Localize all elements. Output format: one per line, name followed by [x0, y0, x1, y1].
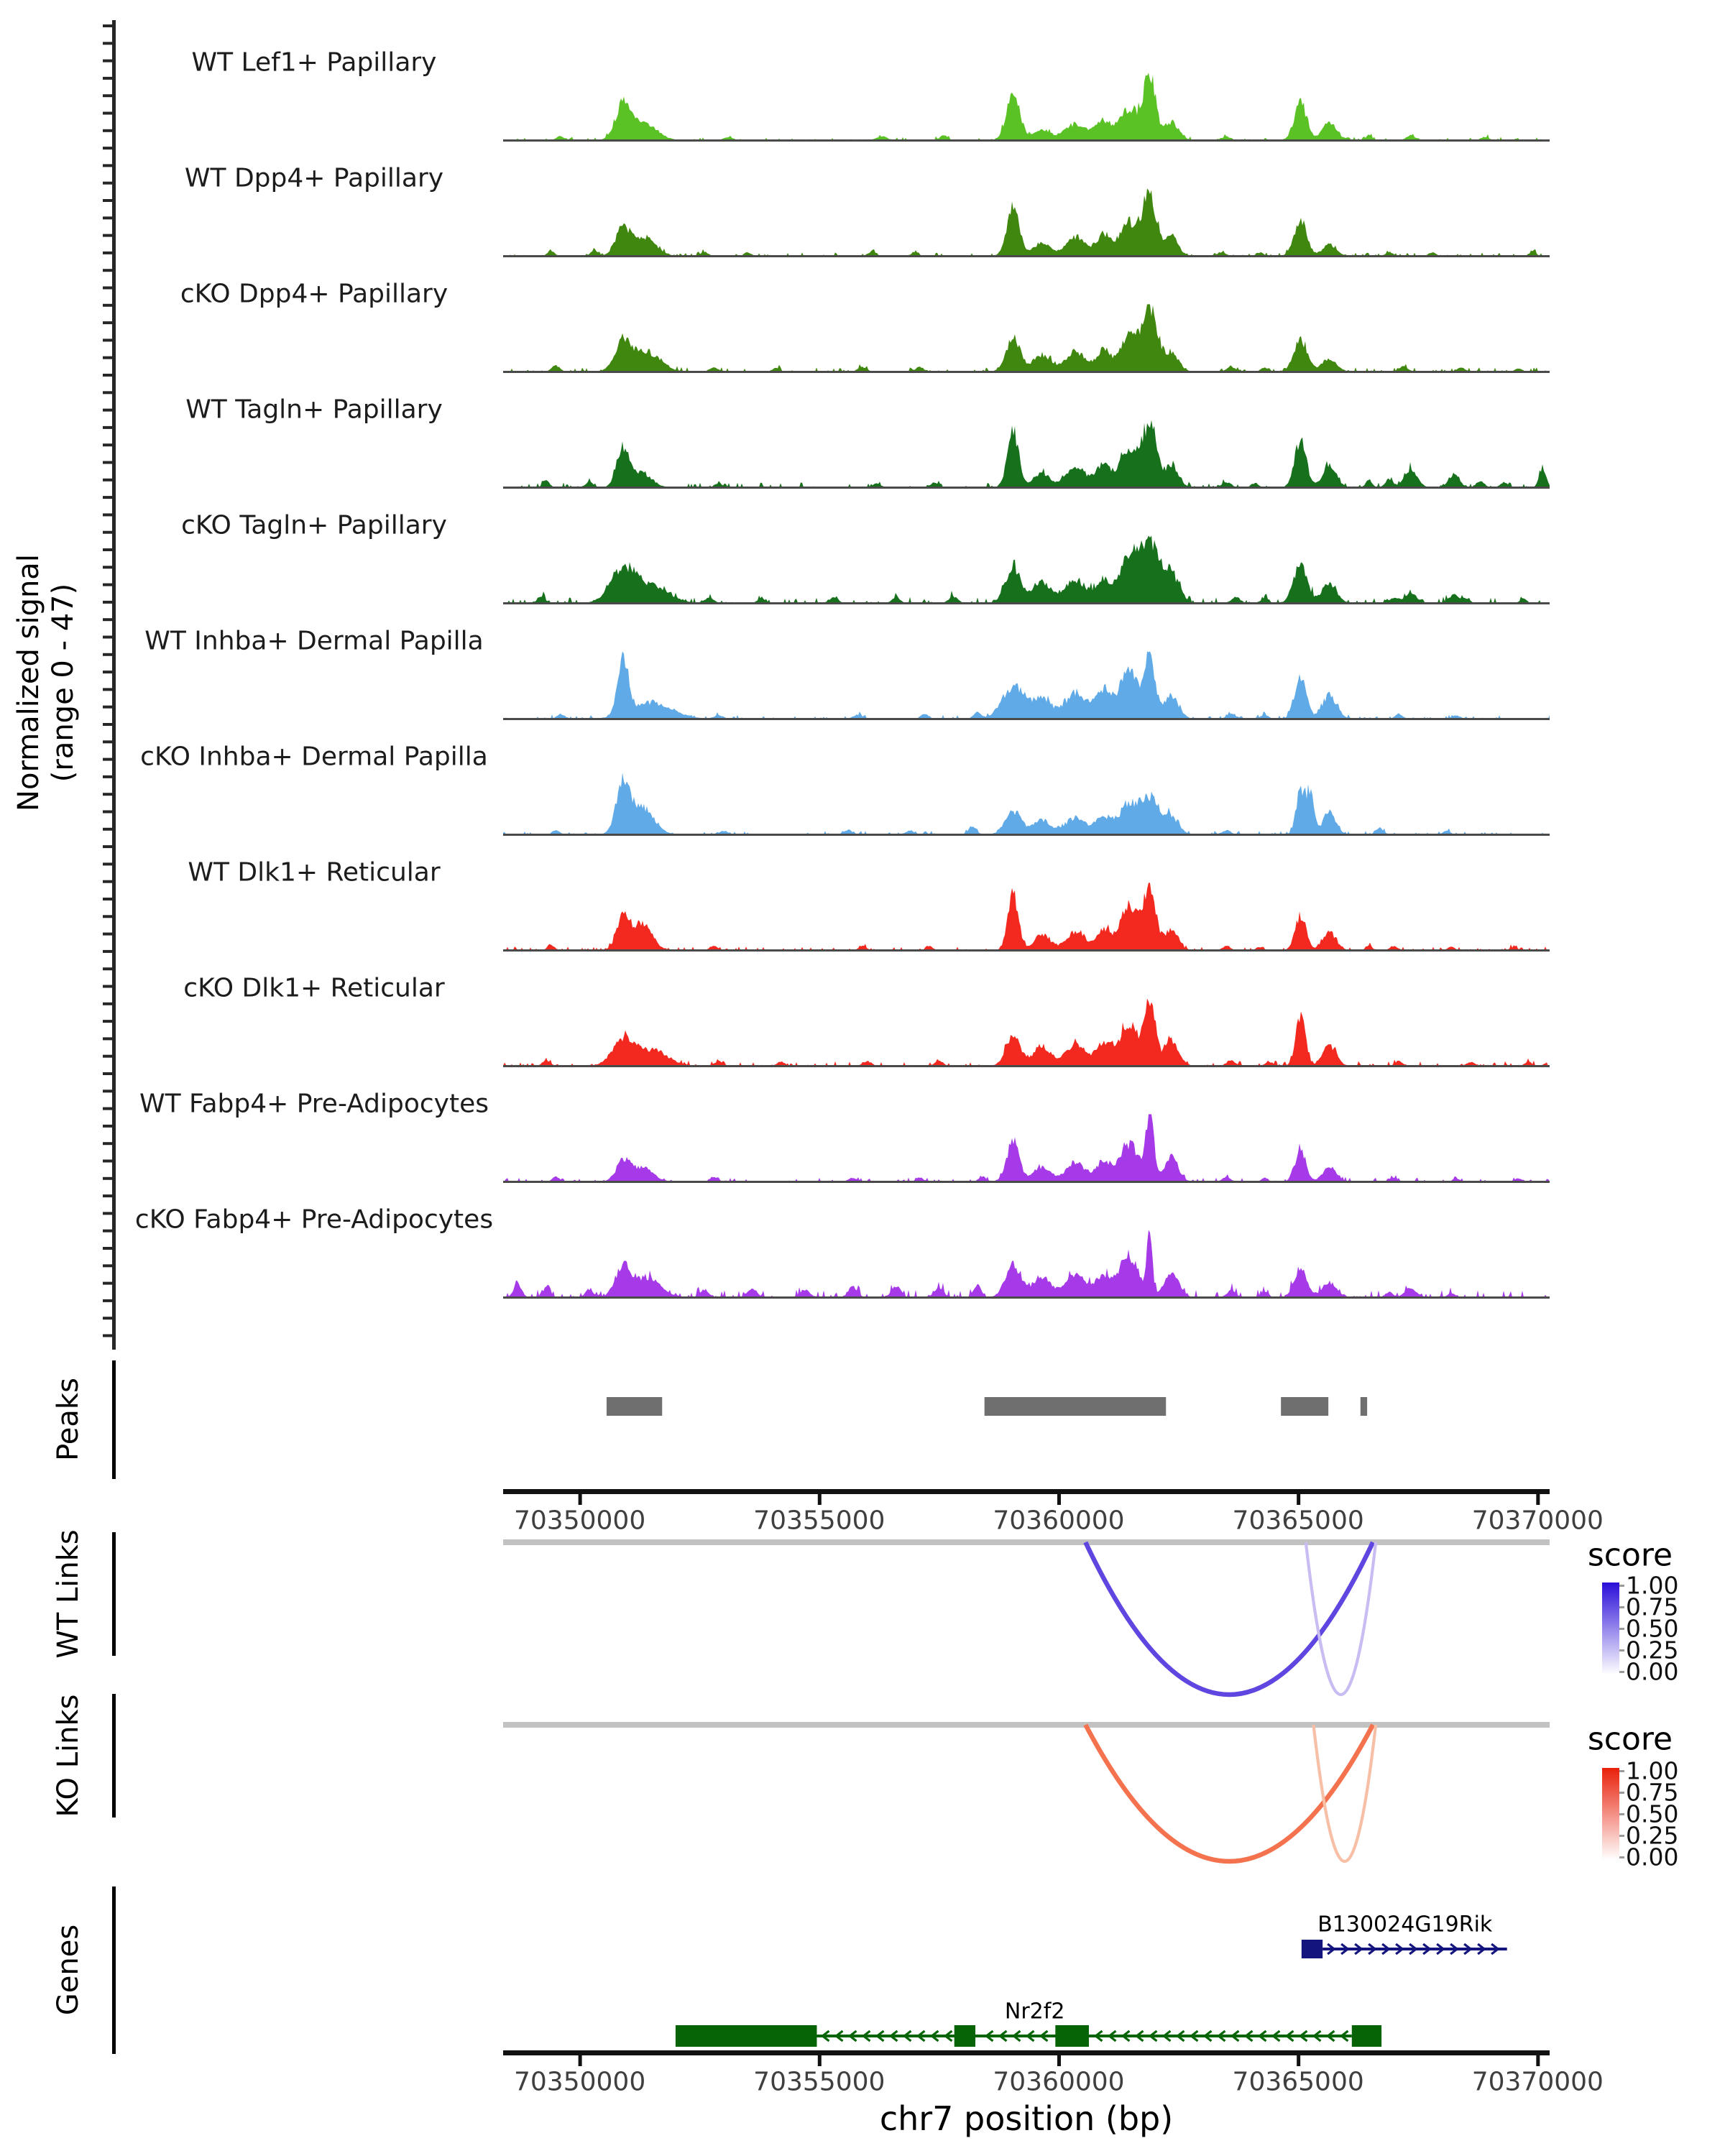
coverage-baseline-9: [503, 1065, 1550, 1067]
y-axis-tick: [103, 513, 112, 516]
y-axis-tick: [103, 1299, 112, 1302]
y-axis-tick: [103, 129, 112, 132]
peaks-axis-line: [112, 1360, 116, 1479]
coverage-signal-6: [503, 651, 1550, 719]
ko-panel-line: [503, 1722, 1550, 1728]
y-axis-tick: [103, 688, 112, 691]
wt-link-arc-2: [1306, 1542, 1376, 1695]
ko-link-arc-1: [1085, 1725, 1373, 1861]
y-axis-tick: [103, 880, 112, 883]
y-axis-tick: [103, 618, 112, 621]
cbar-wt-tick: [1619, 1628, 1624, 1630]
y-axis-tick: [103, 374, 112, 377]
y-axis-tick: [103, 985, 112, 988]
top-axis-tick: [818, 1494, 822, 1505]
y-axis-tick: [103, 356, 112, 359]
gene-exon-Nr2f2-4: [1352, 2025, 1381, 2047]
ko-score-legend-title: score: [1587, 1720, 1673, 1758]
top-tick-label-3: 70360000: [993, 1506, 1125, 1536]
cbar-wt-label-2: 0.75: [1626, 1593, 1679, 1621]
cbar-ko-tick: [1619, 1835, 1624, 1837]
y-axis-tick: [103, 94, 112, 97]
coverage-signal-11: [503, 1230, 1550, 1297]
y-axis-tick: [103, 338, 112, 341]
bottom-axis-tick: [579, 2055, 582, 2066]
cbar-wt-tick: [1619, 1606, 1624, 1608]
y-axis-tick: [103, 252, 112, 254]
top-tick-label-2: 70355000: [753, 1506, 886, 1536]
wt-score-colorbar: [1602, 1583, 1619, 1674]
y-axis-tick: [103, 304, 112, 307]
y-axis-tick: [103, 793, 112, 796]
gene-label-Nr2f2: Nr2f2: [1004, 1999, 1065, 2024]
track-label-6: WT Inhba+ Dermal Papilla: [144, 626, 484, 656]
coverage-baseline-2: [503, 255, 1550, 257]
ko-score-colorbar: [1602, 1768, 1619, 1860]
y-axis-tick: [103, 933, 112, 936]
y-axis-tick: [103, 1317, 112, 1319]
track-label-9: cKO Dlk1+ Reticular: [183, 973, 445, 1003]
top-axis-tick: [1536, 1494, 1540, 1505]
y-axis-tick: [103, 216, 112, 219]
y-axis-tick: [103, 287, 112, 290]
coverage-baseline-10: [503, 1181, 1550, 1183]
cbar-wt-tick: [1619, 1649, 1624, 1651]
y-axis-tick: [103, 147, 112, 149]
y-axis-tick: [103, 391, 112, 394]
y-axis-tick: [103, 601, 112, 604]
cbar-ko-label-2: 0.75: [1626, 1778, 1679, 1807]
y-axis-tick: [103, 1177, 112, 1180]
track-label-8: WT Dlk1+ Reticular: [188, 857, 441, 888]
cbar-ko-label-4: 0.25: [1626, 1821, 1679, 1850]
bottom-axis-tick: [1536, 2055, 1540, 2066]
y-axis-tick: [103, 1160, 112, 1163]
y-axis-tick: [103, 1230, 112, 1233]
y-axis-tick: [103, 479, 112, 482]
y-axis-tick: [103, 845, 112, 848]
track-label-4: WT Tagln+ Papillary: [185, 395, 443, 425]
y-axis-tick: [103, 723, 112, 726]
coverage-baseline-7: [503, 834, 1550, 836]
coverage-signal-2: [503, 188, 1550, 256]
top-tick-label-1: 70350000: [513, 1506, 646, 1536]
bottom-tick-label-4: 70365000: [1232, 2067, 1364, 2097]
bottom-tick-label-3: 70360000: [993, 2067, 1125, 2097]
y-axis-line: [112, 20, 116, 1350]
y-axis-tick: [103, 531, 112, 534]
y-axis-tick: [103, 1282, 112, 1285]
track-label-11: cKO Fabp4+ Pre-Adipocytes: [134, 1204, 494, 1235]
coverage-baseline-5: [503, 602, 1550, 604]
y-axis-tick: [103, 566, 112, 568]
y-axis-tick: [103, 898, 112, 900]
y-axis-tick: [103, 496, 112, 499]
coverage-signal-8: [503, 883, 1550, 950]
gene-exon-B130024G19Rik-1: [1302, 1940, 1322, 1958]
y-axis-tick: [103, 758, 112, 761]
y-axis-tick: [103, 426, 112, 429]
cbar-wt-tick: [1619, 1671, 1624, 1673]
peak-interval-1: [607, 1397, 662, 1416]
y-axis-tick: [103, 828, 112, 831]
cbar-ko-tick: [1619, 1792, 1624, 1794]
bottom-axis-tick: [818, 2055, 822, 2066]
y-axis-tick: [103, 1194, 112, 1197]
top-axis-tick: [1057, 1494, 1061, 1505]
y-axis-tick: [103, 1264, 112, 1267]
y-axis-tick: [103, 182, 112, 185]
top-axis-line: [503, 1489, 1550, 1494]
y-axis-tick: [103, 1212, 112, 1215]
cbar-wt-label-3: 0.50: [1626, 1614, 1679, 1643]
coverage-baseline-6: [503, 718, 1550, 720]
x-axis-label: chr7 position (bp): [879, 2099, 1174, 2138]
section-label-genes: Genes: [52, 1924, 85, 2016]
coverage-signal-3: [503, 304, 1550, 372]
section-label-wt-links: WT Links: [52, 1529, 85, 1659]
y-axis-tick: [103, 1107, 112, 1110]
y-axis-tick: [103, 269, 112, 272]
coverage-signal-10: [503, 1114, 1550, 1181]
coverage-signal-9: [503, 998, 1550, 1066]
cbar-ko-tick: [1619, 1813, 1624, 1815]
wt-links-axis-line: [112, 1532, 116, 1656]
cbar-wt-tick: [1619, 1585, 1624, 1587]
top-axis-tick: [1297, 1494, 1300, 1505]
y-axis-label-line1: Normalized signal: [12, 554, 45, 811]
track-label-1: WT Lef1+ Papillary: [191, 47, 437, 78]
y-axis-tick: [103, 653, 112, 656]
y-axis-tick: [103, 1142, 112, 1145]
track-label-5: cKO Tagln+ Papillary: [181, 510, 447, 540]
y-axis-tick: [103, 1003, 112, 1005]
y-axis-tick: [103, 740, 112, 743]
coverage-baseline-4: [503, 487, 1550, 489]
section-label-ko-links: KO Links: [52, 1694, 85, 1818]
y-axis-tick: [103, 112, 112, 115]
ko-links-axis-line: [112, 1694, 116, 1818]
gene-label-B130024G19Rik: B130024G19Rik: [1317, 1912, 1493, 1938]
coverage-signal-4: [503, 420, 1550, 487]
y-axis-tick: [103, 1020, 112, 1023]
track-label-2: WT Dpp4+ Papillary: [184, 163, 444, 193]
y-axis-tick: [103, 915, 112, 918]
gene-exon-Nr2f2-2: [954, 2025, 975, 2047]
y-axis-tick: [103, 1037, 112, 1040]
y-axis-tick: [103, 636, 112, 639]
wt-panel-line: [503, 1539, 1550, 1545]
genes-axis-line: [112, 1886, 116, 2054]
coverage-baseline-11: [503, 1296, 1550, 1299]
y-axis-tick: [103, 811, 112, 814]
cbar-wt-label-1: 1.00: [1626, 1571, 1679, 1600]
cbar-ko-tick: [1619, 1856, 1624, 1858]
wt-link-arc-1: [1085, 1542, 1373, 1695]
bottom-axis-line: [503, 2050, 1550, 2055]
y-axis-tick: [103, 1125, 112, 1128]
y-axis-tick: [103, 950, 112, 953]
track-label-10: WT Fabp4+ Pre-Adipocytes: [139, 1089, 489, 1119]
top-tick-label-5: 70370000: [1471, 1506, 1604, 1536]
bottom-tick-label-2: 70355000: [753, 2067, 886, 2097]
cbar-wt-label-5: 0.00: [1626, 1657, 1679, 1686]
y-axis-tick: [103, 775, 112, 778]
y-axis-tick: [103, 706, 112, 709]
y-axis-tick: [103, 671, 112, 673]
y-axis-tick: [103, 461, 112, 464]
y-axis-tick: [103, 77, 112, 80]
y-axis-tick: [103, 443, 112, 446]
y-axis-tick: [103, 42, 112, 45]
y-axis-tick: [103, 1247, 112, 1250]
y-axis-tick: [103, 164, 112, 167]
gene-exon-Nr2f2-1: [676, 2025, 817, 2047]
gene-exon-Nr2f2-3: [1055, 2025, 1089, 2047]
y-axis-tick: [103, 548, 112, 551]
cbar-ko-tick: [1619, 1770, 1624, 1772]
top-tick-label-4: 70365000: [1232, 1506, 1364, 1536]
y-axis-tick: [103, 234, 112, 237]
y-axis-tick: [103, 24, 112, 27]
coverage-baseline-8: [503, 949, 1550, 952]
peak-interval-4: [1361, 1397, 1367, 1416]
y-axis-tick: [103, 321, 112, 324]
y-axis-tick: [103, 1335, 112, 1337]
track-label-3: cKO Dpp4+ Papillary: [180, 279, 448, 309]
track-label-7: cKO Inhba+ Dermal Papilla: [140, 742, 488, 772]
y-axis-tick: [103, 1055, 112, 1058]
cbar-wt-label-4: 0.25: [1626, 1636, 1679, 1664]
ko-link-arc-2: [1313, 1725, 1376, 1861]
cbar-ko-label-3: 0.50: [1626, 1800, 1679, 1828]
coverage-baseline-1: [503, 139, 1550, 142]
cbar-ko-label-5: 0.00: [1626, 1843, 1679, 1871]
coverage-signal-1: [503, 73, 1550, 140]
y-axis-tick: [103, 967, 112, 970]
coverage-signal-7: [503, 773, 1550, 834]
wt-score-legend-title: score: [1587, 1537, 1673, 1574]
top-axis-tick: [579, 1494, 582, 1505]
y-axis-tick: [103, 862, 112, 865]
y-axis-tick: [103, 1072, 112, 1075]
bottom-axis-tick: [1297, 2055, 1300, 2066]
peak-interval-2: [985, 1397, 1167, 1416]
section-label-peaks: Peaks: [52, 1378, 85, 1461]
cbar-ko-label-1: 1.00: [1626, 1756, 1679, 1785]
y-axis-tick: [103, 60, 112, 63]
bottom-tick-label-5: 70370000: [1471, 2067, 1604, 2097]
y-axis-tick: [103, 1089, 112, 1092]
peak-interval-3: [1281, 1397, 1328, 1416]
bottom-tick-label-1: 70350000: [513, 2067, 646, 2097]
coverage-baseline-3: [503, 371, 1550, 373]
y-axis-tick: [103, 409, 112, 412]
coverage-signal-5: [503, 535, 1550, 603]
y-axis-tick: [103, 584, 112, 586]
y-axis-label-line2: (range 0 - 47): [47, 583, 80, 783]
y-axis-tick: [103, 199, 112, 202]
bottom-axis-tick: [1057, 2055, 1061, 2066]
